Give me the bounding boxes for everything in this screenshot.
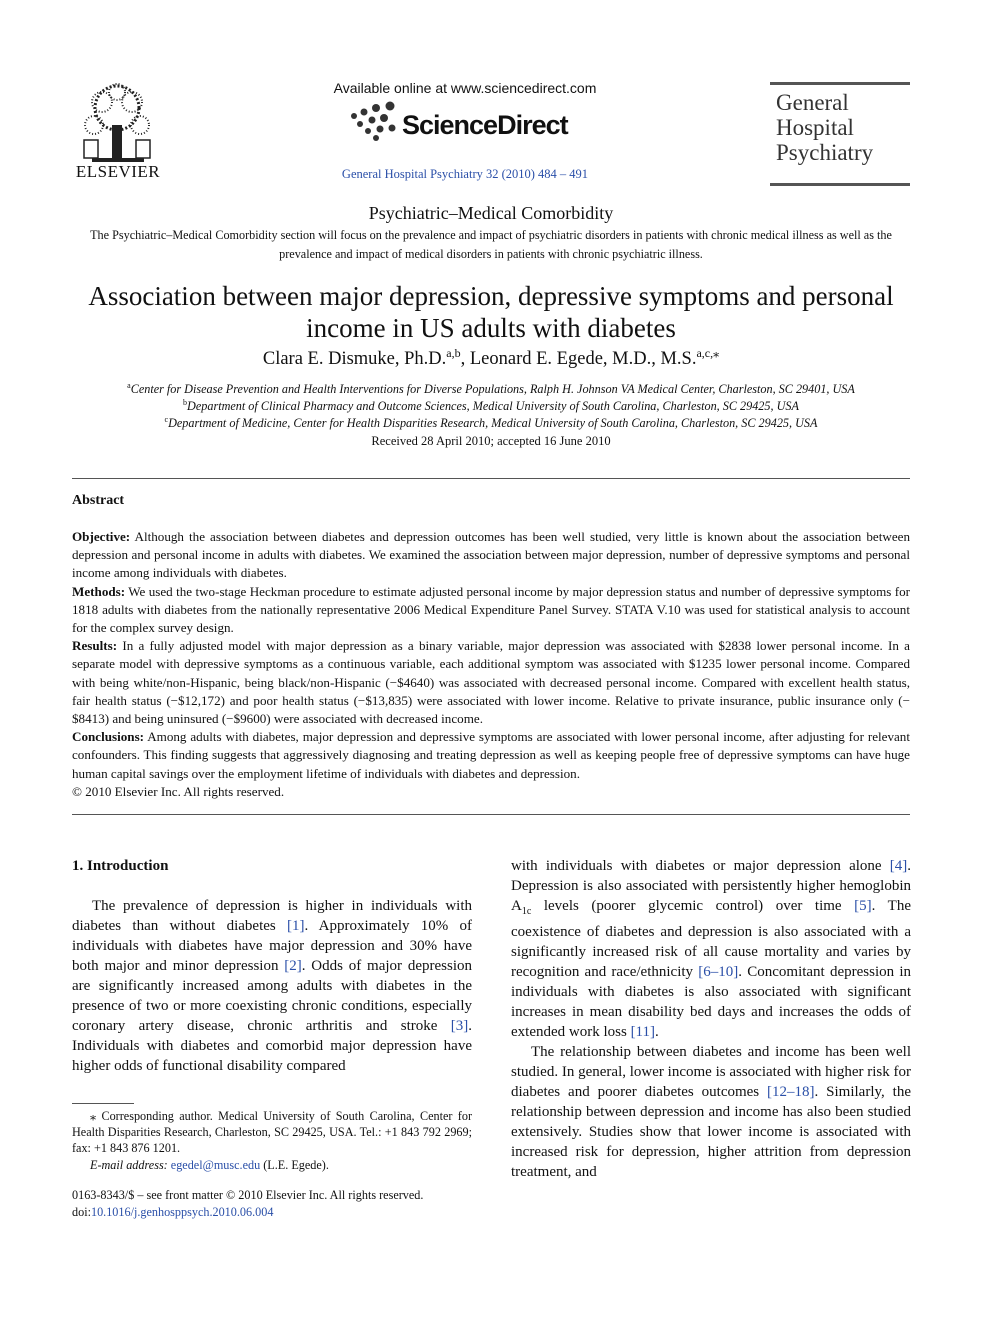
issn-line: 0163-8343/$ – see front matter © 2010 Elsevier Inc. All rights reserved.: [72, 1188, 424, 1202]
body-text: . Depression is also associated with persistently higher hemoglobin A: [511, 858, 911, 914]
received-dates: Received 28 April 2010; accepted 16 June 2010: [371, 434, 611, 448]
body-text: with individuals with diabetes or major depression alone: [511, 858, 890, 874]
email-suffix: (L.E. Egede).: [260, 1157, 329, 1172]
email-label: E-mail address:: [90, 1157, 168, 1172]
divider: [72, 478, 910, 479]
abstract-label: Results:: [72, 638, 118, 654]
citation-link[interactable]: [6–10]: [698, 964, 739, 980]
available-online[interactable]: Available online at www.sciencedirect.com: [333, 80, 597, 96]
subscript: 1c: [521, 906, 532, 917]
journal-citation[interactable]: General Hospital Psychiatry 32 (2010) 484 – 491: [341, 167, 589, 181]
author-affiliation-marker[interactable]: a,c,⁎: [696, 346, 720, 360]
abstract-text: We used the two-stage Heckman procedure to estimate adjusted personal income by major depression status and number of depressive symptoms for 1818 adults with diabetes from the nationally representative 2006 Medical Expenditure Panel Survey. STATA V.10 was used for statistical analysis to account for the complex survey design.: [72, 583, 910, 636]
abstract-copyright: © 2010 Elsevier Inc. All rights reserved.: [72, 783, 285, 799]
body-text: The relationship between diabetes and income has been well studied. In general, lower income is associated with higher risk for diabetes and poorer diabetes outcomes: [511, 1044, 911, 1100]
section-title: Psychiatric–Medical Comorbidity: [368, 203, 614, 223]
journal-logo-line: General: [776, 90, 849, 115]
author-affiliation-marker[interactable]: a,b: [446, 346, 461, 360]
sciencedirect-wordmark[interactable]: ScienceDirect: [402, 110, 568, 140]
doi-line: [72, 1204, 492, 1221]
doi-label: doi:: [72, 1205, 91, 1219]
body-text: . Individuals with diabetes and comorbid major depression have higher odds of functional disability compared: [72, 1018, 472, 1074]
author-name: Leonard E. Egede, M.D., M.S.: [469, 349, 697, 370]
body-text: . Odds of major depression are significantly increased among adults with diabetes in the presence of two or more coexisting chronic conditions, especially coronary artery disease, chronic arthritis and stroke: [72, 958, 472, 1034]
abstract-results: [72, 637, 910, 728]
email-link[interactable]: egedel@musc.edu: [170, 1157, 261, 1172]
affiliation: [72, 398, 910, 414]
affiliation-marker: a: [127, 381, 131, 390]
abstract-label: Conclusions:: [72, 729, 145, 745]
publisher-name: ELSEVIER: [75, 162, 161, 181]
citation-link[interactable]: [11]: [630, 1024, 655, 1040]
citation-link[interactable]: [2]: [284, 958, 302, 974]
intro-paragraph: [511, 1042, 911, 1182]
abstract-heading: Abstract: [72, 493, 125, 508]
abstract-objective: [72, 528, 910, 583]
body-text: levels (poorer glycemic control) over time: [531, 898, 855, 914]
abstract-text: In a fully adjusted model with major depression as a binary variable, major depression was associated with $2838 lower personal income. In a separate model with depressive symptoms as a continuous variable, each additional symptom was associated with $1235 lower personal income. Compared with being white/non-Hispanic, being black/non-Hispanic (−$4640) was associated with decreased personal income. Compared with excellent health status, fair health status (−$12,172) and poor health status (−$13,835) were associated with lower income. Relative to private insurance, public insurance only (−$8413) and being uninsured (−$9600) were associated with decreased income.: [72, 638, 910, 727]
doi-link[interactable]: 10.1016/j.genhosppsych.2010.06.004: [90, 1205, 274, 1219]
body-text: . Approximately 10% of individuals with diabetes have major depression and 30% have both major and minor depression: [72, 918, 473, 974]
intro-paragraph: [511, 856, 911, 1042]
affiliation-text: Department of Clinical Pharmacy and Outcome Sciences, Medical University of South Carolina, Charleston, SC 29425, USA: [187, 399, 799, 414]
email-note: [72, 1157, 472, 1173]
right-column: [511, 856, 911, 1182]
citation-link[interactable]: [1]: [287, 918, 305, 934]
affiliation-text: Center for Disease Prevention and Health Interventions for Diverse Populations, Ralph H. Johnson VA Medical Center, Charleston, SC 29401, USA: [130, 382, 855, 397]
citation-link[interactable]: [3]: [450, 1018, 469, 1034]
citation-link[interactable]: [4]: [889, 858, 908, 874]
section-heading: 1. Introduction: [72, 858, 169, 874]
citation-link[interactable]: [5]: [854, 898, 872, 914]
body-text: . Similarly, the relationship between depression and income has also been studied extensively. Studies show that lower income is associated with increased risk for depression, higher attrition from depression treatment, and: [511, 1084, 911, 1180]
abstract-body: [72, 528, 910, 801]
footnote-divider: [72, 1103, 134, 1104]
journal-logo-line: Psychiatry: [776, 140, 874, 165]
corresponding-author-note: ⁎ Corresponding author. Medical University of South Carolina, Center for Health Disparities Research, Charleston, SC 29425, USA. Tel.: +1 843 792 2969; fax: +1 843 876 1201.: [72, 1109, 472, 1156]
abstract-methods: [72, 583, 910, 638]
abstract-conclusions: [72, 728, 910, 783]
intro-paragraph: [72, 896, 472, 1076]
abstract-label: Methods:: [72, 583, 126, 599]
paper-title: Association between major depression, depressive symptoms and personal income in US adults with diabetes: [88, 281, 894, 343]
left-column: [72, 896, 472, 1076]
author-name: Clara E. Dismuke, Ph.D.: [262, 349, 447, 370]
body-text: The prevalence of depression is higher in individuals with diabetes than without diabetes: [72, 898, 472, 934]
body-text: . Concomitant depression in individuals with diabetes is also associated with significant increases in mean disability bed days and increases the odds of extended work loss: [511, 964, 911, 1040]
author-separator: ,: [460, 349, 470, 370]
affiliation: [72, 381, 910, 397]
author-list: [72, 346, 910, 370]
front-matter: [72, 1187, 492, 1221]
abstract-text: Although the association between diabetes and depression outcomes has been well studied, very little is known about the association between depression and personal income in adults with diabetes. We examined the association between major depression, number of depressive symptoms and personal income among individuals with diabetes.: [72, 529, 910, 581]
abstract-label: Objective:: [72, 529, 131, 544]
body-text: . The coexistence of diabetes and depression is also associated with a significantly increased risk of all cause mortality and varies by recognition and race/ethnicity: [511, 898, 911, 980]
affiliation: [72, 415, 910, 431]
footnote: [72, 1108, 472, 1173]
body-text: .: [655, 1024, 659, 1040]
section-description: The Psychiatric–Medical Comorbidity section will focus on the prevalence and impact of psychiatric disorders in patients with chronic medical illness as well as the prevalence and impact of medical disorders in patients with chronic psychiatric illness.: [90, 228, 892, 261]
divider: [72, 814, 910, 815]
citation-link[interactable]: [12–18]: [767, 1084, 815, 1100]
abstract-text: Among adults with diabetes, major depression and depressive symptoms are associated with lower personal income, after adjusting for relevant confounders. This finding suggests that aggressively diagnosing and treating depression as well as keeping people free of depressive symptoms can have huge human capital savings over the employment lifetime of individuals with diabetes and depression.: [72, 729, 910, 781]
affiliation-marker: c: [164, 415, 169, 424]
affiliation-marker: b: [183, 398, 188, 407]
journal-logo-line: Hospital: [776, 115, 854, 140]
affiliation-text: Department of Medicine, Center for Health Disparities Research, Medical University of South Carolina, Charleston, SC 29425, USA: [168, 416, 818, 431]
journal-logo: [776, 90, 873, 165]
